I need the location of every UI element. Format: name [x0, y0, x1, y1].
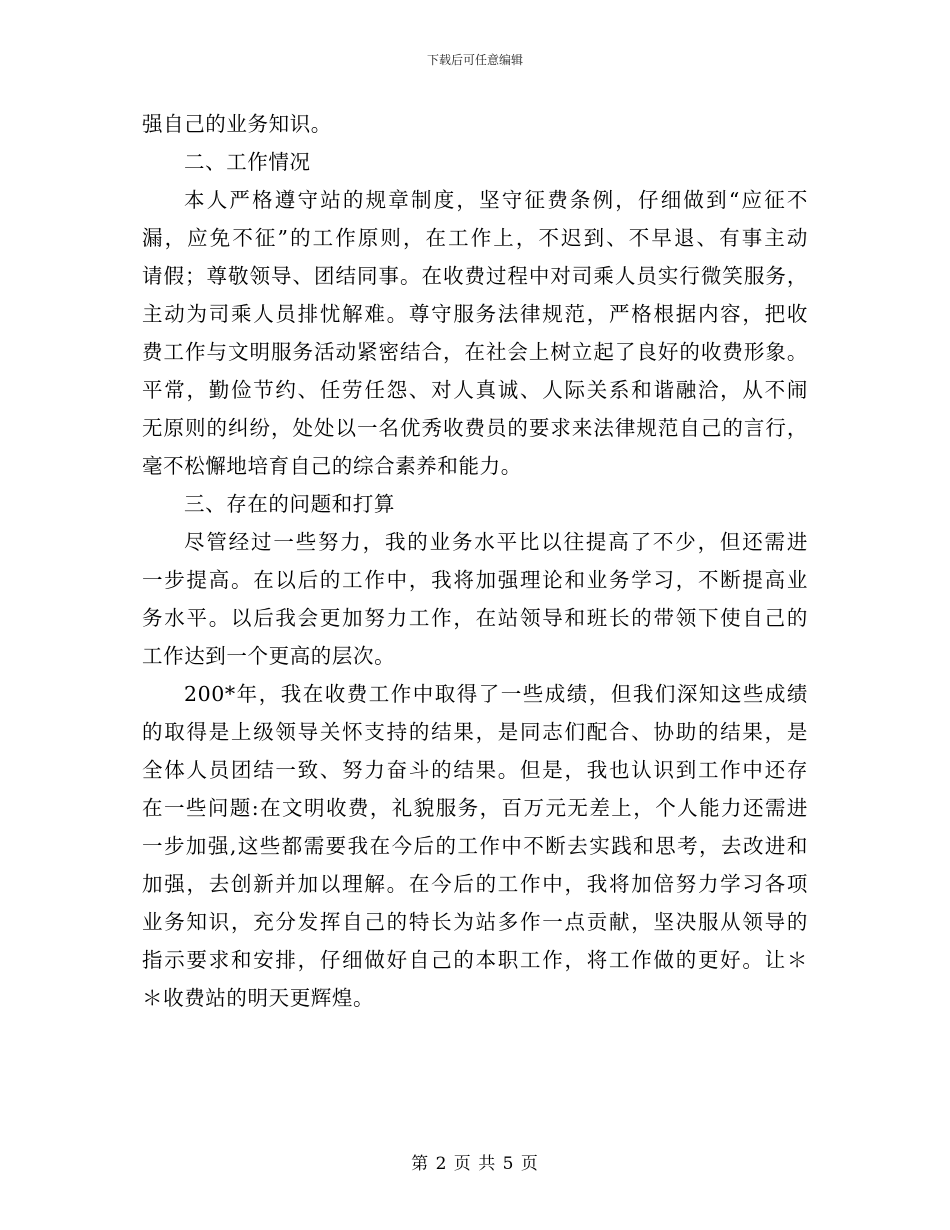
body-line: ＊收费站的明天更辉煌。	[142, 986, 375, 1010]
body-line: 一步加强,这些都需要我在今后的工作中不断去实践和思考，去改进和	[142, 834, 808, 858]
page-header: 下载后可任意编辑	[426, 53, 523, 67]
body-line: 一步提高。在以后的工作中，我将加强理论和业务学习，不断提高业	[142, 568, 808, 592]
body-line: 平常，勤俭节约、任劳任怨、对人真诚、人际关系和谐融洽，从不闹	[142, 378, 808, 402]
section-heading-work-status: 二、工作情况	[184, 150, 311, 174]
body-line: 业务知识，充分发挥自己的特长为站多作一点贡献，坚决服从领导的	[142, 910, 808, 934]
section-heading-problems-plans: 三、存在的问题和打算	[184, 492, 395, 516]
body-line: 务水平。以后我会更加努力工作，在站领导和班长的带领下使自己的	[142, 606, 808, 630]
body-line: 尽管经过一些努力，我的业务水平比以往提高了不少，但还需进	[184, 530, 808, 554]
body-line: 指示要求和安排，仔细做好自己的本职工作，将工作做的更好。让＊	[142, 948, 808, 972]
body-line: 主动为司乘人员排忧解难。尊守服务法律规范，严格根据内容，把收	[142, 302, 808, 326]
body-line: 无原则的纠纷，处处以一名优秀收费员的要求来法律规范自己的言行，	[142, 416, 808, 440]
document-body	[142, 105, 808, 1017]
body-line: 费工作与文明服务活动紧密结合，在社会上树立起了良好的收费形象。	[142, 340, 808, 364]
body-line: 加强，去创新并加以理解。在今后的工作中，我将加倍努力学习各项	[142, 872, 808, 896]
body-line: 200*年，我在收费工作中取得了一些成绩，但我们深知这些成绩	[184, 682, 808, 706]
body-line: 的取得是上级领导关怀支持的结果，是同志们配合、协助的结果，是	[142, 720, 808, 744]
body-line: 本人严格遵守站的规章制度，坚守征费条例，仔细做到“应征不	[184, 188, 808, 212]
body-line: 毫不松懈地培育自己的综合素养和能力。	[142, 454, 522, 478]
body-line: 在一些问题:在文明收费，礼貌服务，百万元无差上，个人能力还需进	[142, 796, 808, 820]
body-line: 全体人员团结一致、努力奋斗的结果。但是，我也认识到工作中还存	[142, 758, 808, 782]
body-line: 请假；尊敬领导、团结同事。在收费过程中对司乘人员实行微笑服务，	[142, 264, 808, 288]
body-line: 漏，应免不征”的工作原则，在工作上，不迟到、不早退、有事主动	[142, 226, 808, 250]
page-number: 第 2 页 共 5 页	[411, 1154, 539, 1174]
body-line: 强自己的业务知识。	[142, 112, 332, 136]
body-line: 工作达到一个更高的层次。	[142, 644, 396, 668]
